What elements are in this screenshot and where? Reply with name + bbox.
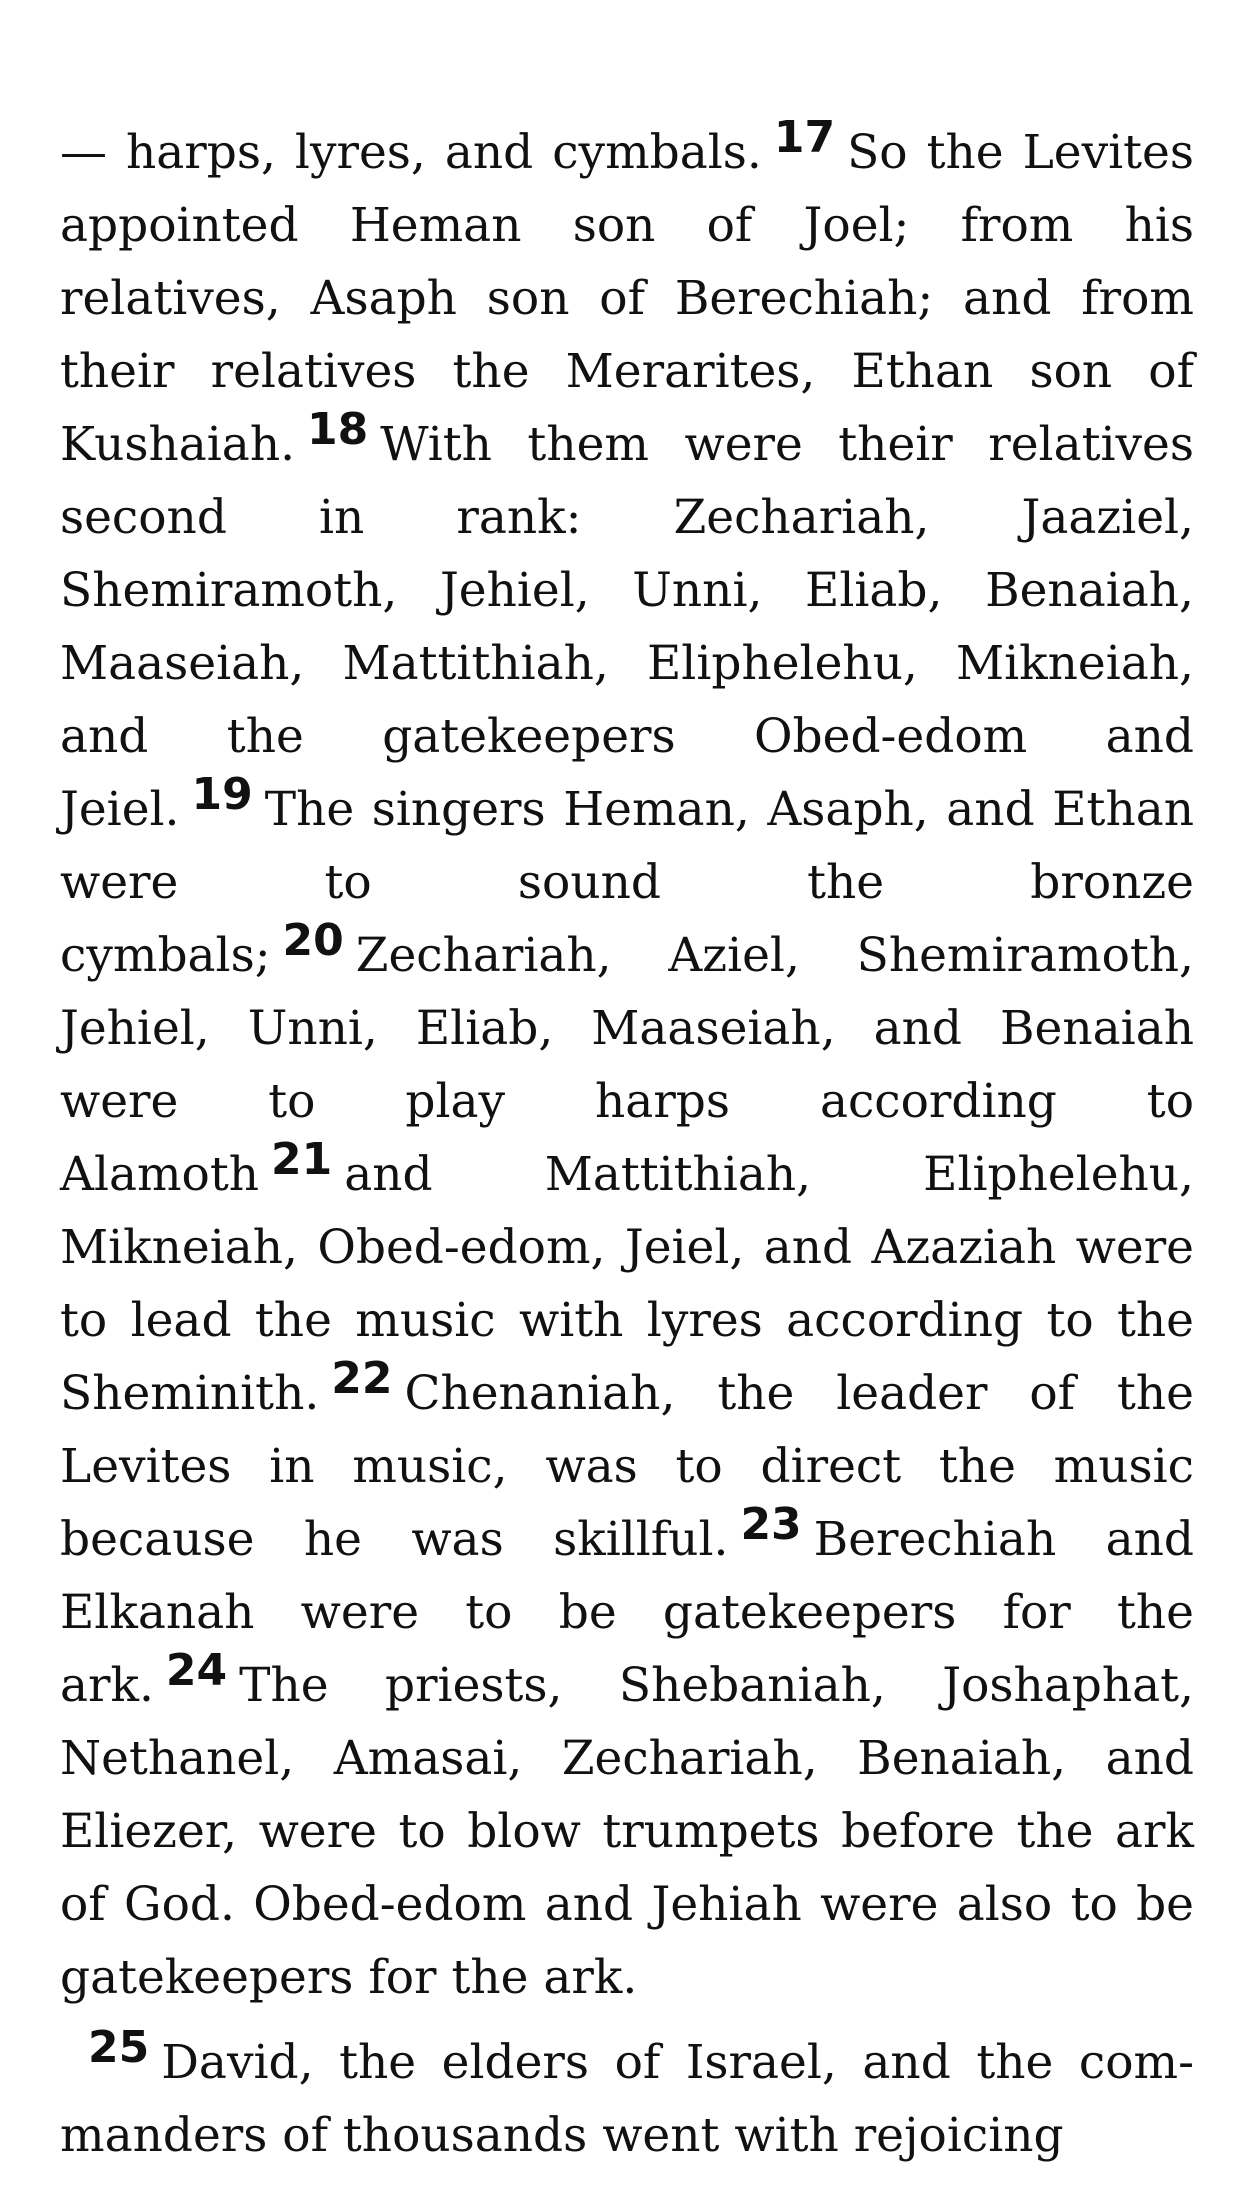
paragraph — [60, 2022, 1194, 2172]
verse-number[interactable]: 24 — [165, 1645, 228, 1696]
verse-number[interactable]: 25 — [88, 2022, 150, 2073]
paragraph — [60, 112, 1194, 2014]
verse-text: With them were their relatives second in rank: Zechariah, Jaaziel, Shemiramoth, Jehiel, Unni, Eliab, Benaiah, Maaseiah, Mattithiah, Eliphelehu, Mikneiah, and the gatekeepers Obed-edom and Jeiel. — [60, 417, 1194, 837]
verse-text: David, the elders of Israel, and the commanders of thousands went with rejoicing — [60, 2035, 1194, 2163]
verse-number[interactable]: 22 — [331, 1353, 393, 1404]
verse-text: — harps, lyres, and cymbals. — [60, 125, 762, 180]
verse-text: and Mattithiah, Eliphelehu, Mikneiah, Obed-edom, Jeiel, and Azaziah were to lead the music with lyres according to the Sheminith. — [60, 1147, 1194, 1421]
verse-number[interactable]: 19 — [191, 769, 253, 820]
verse-text: The singers Heman, Asaph, and Ethan were to sound the bronze cymbals; — [60, 782, 1194, 983]
verse-text: So the Levites appointed Heman son of Joel; from his relatives, Asaph son of Berechiah; and from their relatives the Merarites, Ethan son of Kushaiah. — [60, 125, 1194, 472]
verse-text: Zechariah, Aziel, Shemiramoth, Jehiel, Unni, Eliab, Maaseiah, and Benaiah were to play harps according to Alamoth — [60, 928, 1194, 1202]
reader-page[interactable] — [60, 112, 1194, 2172]
chapter-text — [60, 112, 1194, 2172]
verse-number[interactable]: 18 — [307, 404, 369, 455]
verse-number[interactable]: 20 — [282, 915, 344, 966]
verse-text: Chenaniah, the leader of the Levites in music, was to direct the music because he was skillful. — [60, 1366, 1194, 1567]
verse-number[interactable]: 21 — [271, 1134, 333, 1185]
verse-number[interactable]: 23 — [740, 1499, 802, 1550]
verse-number[interactable]: 17 — [773, 112, 836, 163]
verse-text: The priests, Shebaniah, Joshaphat, Nethanel, Amasai, Zechariah, Benaiah, and Eliezer, were to blow trumpets before the ark of God. Obed-edom and Jehiah were also to be gatekeepers for the ark. — [60, 1658, 1194, 2005]
verse-text: Berechiah and Elkanah were to be gatekeepers for the ark. — [60, 1512, 1194, 1713]
